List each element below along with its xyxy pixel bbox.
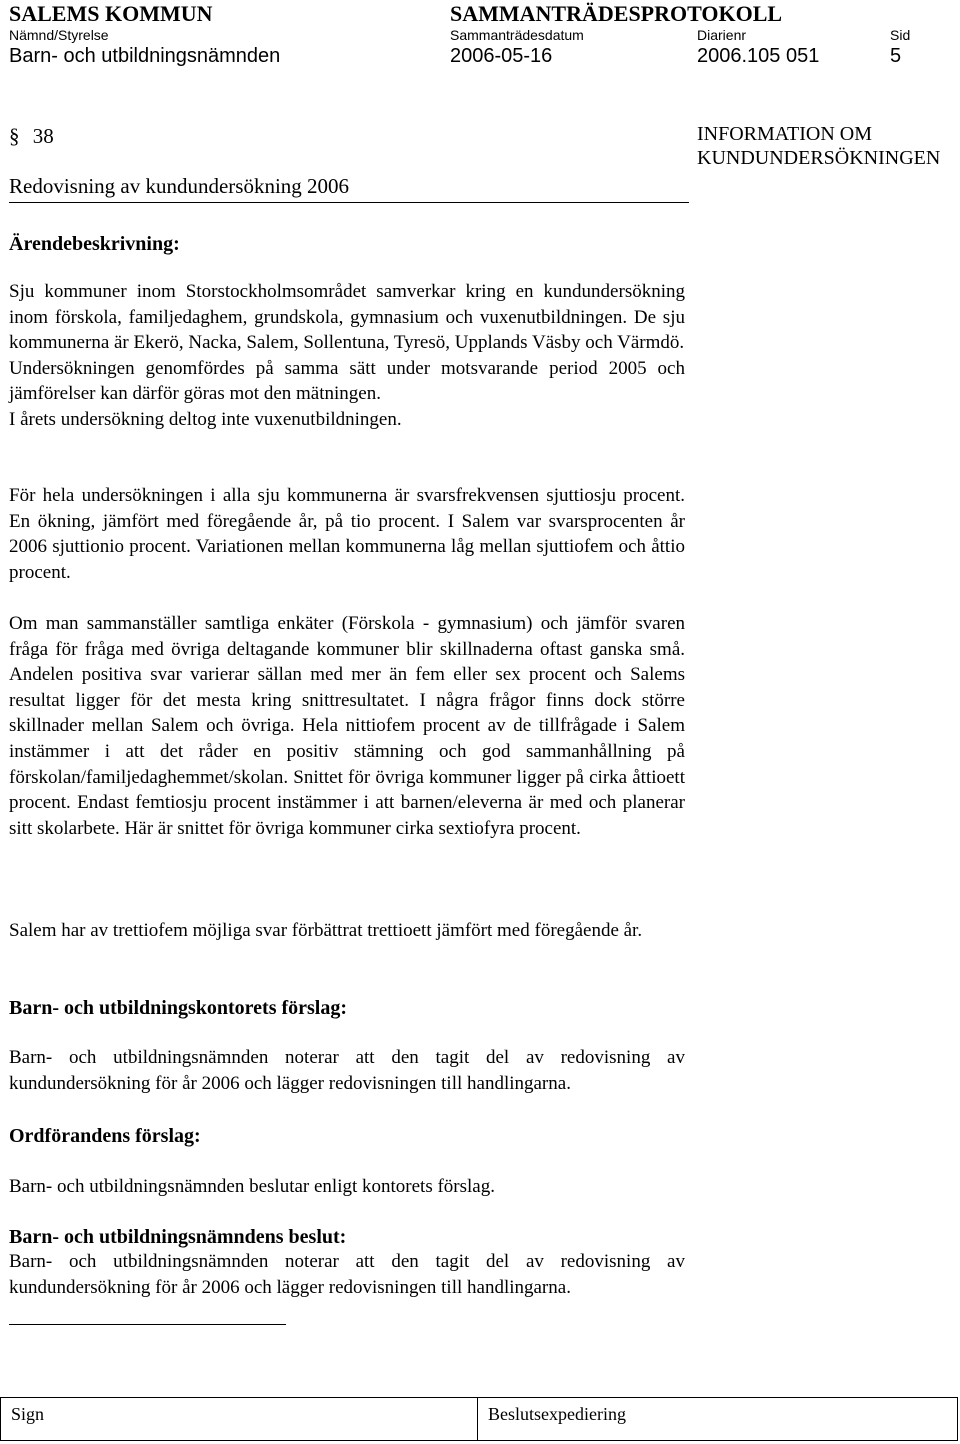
decision-heading: Barn- och utbildningsnämndens beslut:: [9, 1226, 347, 1248]
page-number: 5: [890, 45, 902, 67]
reg-number: 2006.105 051: [697, 45, 820, 67]
title-underline: [9, 202, 689, 203]
item-category-line2: KUNDUNDERSÖKNINGEN: [697, 147, 941, 169]
comparison-paragraph: [9, 611, 685, 841]
dispatch-label: Beslutsexpediering: [488, 1404, 626, 1424]
date-label: Sammanträdesdatum: [450, 27, 584, 43]
decision: [9, 1249, 685, 1300]
improvement-paragraph: [9, 918, 685, 944]
office-proposal-text: Barn- och utbildningsnämnden noterar att den tagit del av redovisning av kundundersökning för år 2006 och lägger redovisningen till handlingarna.: [9, 1047, 685, 1094]
decision-text: Barn- och utbildningsnämnden noterar att den tagit del av redovisning av kundundersökning för år 2006 och lägger redovisningen till handlingarna.: [9, 1251, 685, 1298]
item-subject: Redovisning av kundundersökning 2006: [9, 174, 350, 198]
dispatch-cell: [478, 1398, 957, 1440]
chair-proposal: [9, 1174, 685, 1200]
description-paragraph-1: [9, 279, 685, 433]
board-label: Nämnd/Styrelse: [9, 27, 109, 43]
chair-proposal-heading: Ordförandens förslag:: [9, 1125, 201, 1147]
item-category: [697, 122, 940, 170]
sign-cell: [1, 1398, 478, 1440]
response-rate-text: För hela undersökningen i alla sju kommunerna är svarsfrekvensen sjuttiosju procent. En ökning, jämfört med föregående år, på tio procent. I Salem var svarsprocenten år 2006 sjuttionio procent. Variationen mellan kommunerna låg mellan sjuttiofem och åttio procent.: [9, 485, 685, 583]
chair-proposal-text: Barn- och utbildningsnämnden beslutar enligt kontorets förslag.: [9, 1176, 495, 1197]
paragraph-symbol: §: [9, 124, 20, 148]
item-number: [9, 124, 54, 148]
end-rule: [9, 1324, 286, 1325]
page-label: Sid: [890, 27, 911, 43]
comparison-text: Om man sammanställer samtliga enkäter (Förskola - gymnasium) och jämför svaren fråga för fråga med övriga deltagande kommuner blir skillnaderna oftast ganska små. Andelen positiva svar varierar sällan med mer än fem eller sex procent och Salems resultat ligger för det mesta kring snittresultatet. I några frågor finns dock större skillnader mellan Salem och övriga. Hela nittiofem procent av de tillfrågade i Salem instämmer i att det råder en positiv stämning och god sammanhållning på förskolan/familjedaghemmet/skolan. Snittet för övriga kommuner ligger på cirka åttioett procent. Endast femtiosju procent instämmer i att barnen/eleverna är med och planerar sitt skolarbete. Här är snittet för övriga kommuner cirka sextiofyra procent.: [9, 613, 685, 839]
municipality-name: SALEMS KOMMUN: [9, 1, 213, 26]
improvement-text: Salem har av trettiofem möjliga svar förbättrat trettioett jämfört med föregående år.: [9, 920, 643, 941]
signature-footer: [0, 1397, 958, 1441]
document-type: SAMMANTRÄDESPROTOKOLL: [450, 1, 783, 26]
description-text-3: I årets undersökning deltog inte vuxenutbildningen.: [9, 408, 402, 430]
board-name: Barn- och utbildningsnämnden: [9, 45, 281, 67]
item-number-value: 38: [32, 124, 54, 148]
item-category-line1: INFORMATION OM: [697, 123, 873, 145]
response-rate-paragraph: [9, 483, 685, 585]
description-text-1: Sju kommuner inom Storstockholmsområdet samverkar kring en kundundersökning inom förskola, familjedaghem, grundskola, gymnasium och vuxenutbildningen. De sju kommunerna är Ekerö, Nacka, Salem, Sollentuna, Tyresö, Upplands Väsby och Värmdö.: [9, 281, 685, 354]
reg-number-label: Diarienr: [697, 27, 747, 43]
description-heading: Ärendebeskrivning:: [9, 233, 180, 255]
sign-label: Sign: [11, 1404, 45, 1424]
meeting-date: 2006-05-16: [450, 45, 553, 67]
description-text-2: Undersökningen genomfördes på samma sätt under motsvarande period 2005 och jämförelser kan därför göras mot den mätningen.: [9, 357, 685, 405]
office-proposal-heading: Barn- och utbildningskontorets förslag:: [9, 997, 348, 1019]
office-proposal: [9, 1045, 685, 1096]
